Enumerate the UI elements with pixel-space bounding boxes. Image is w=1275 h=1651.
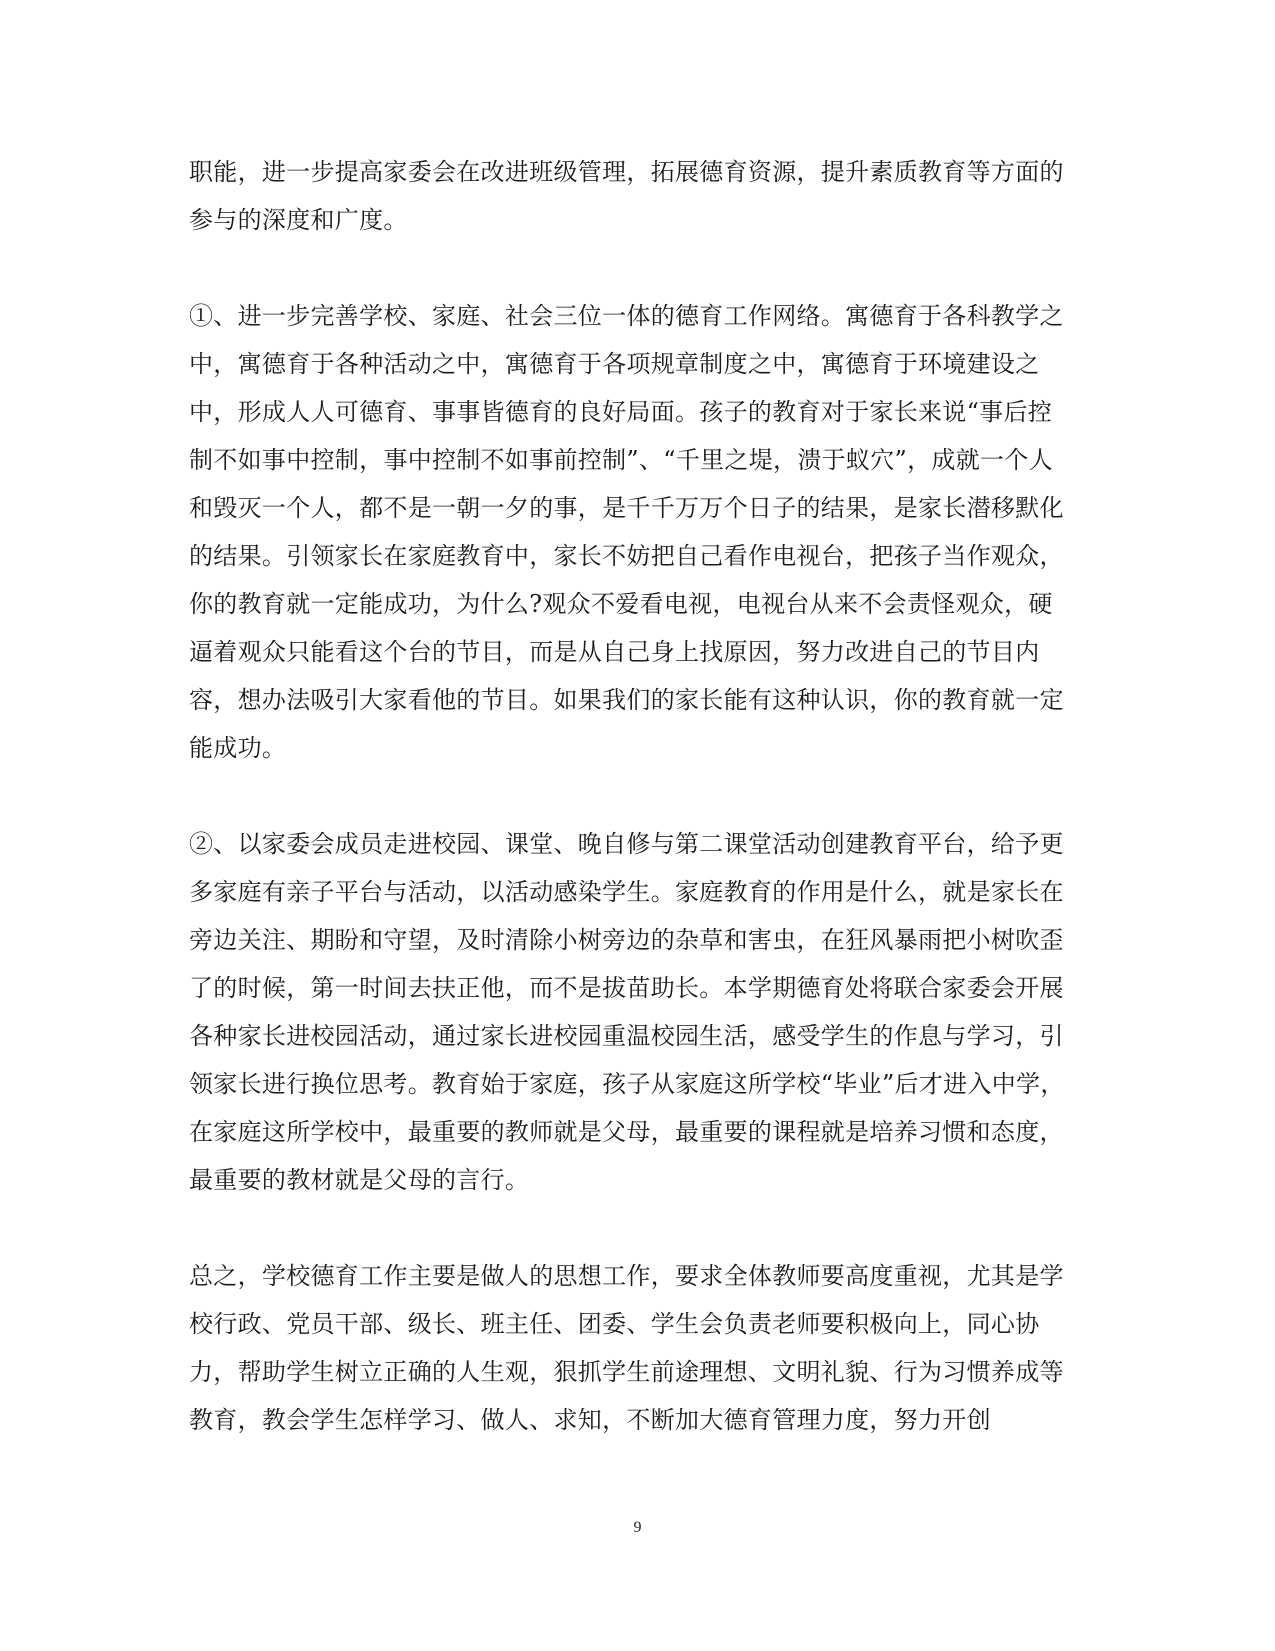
paragraph-2: ①、进一步完善学校、家庭、社会三位一体的德育工作网络。寓德育于各科教学之中，寓德育于各种活动之中，寓德育于各项规章制度之中，寓德育于环境建设之中，形成人人可德育、事事皆德育的良好局面。孩子的教育对于家长来说“事后控制不如事中控制，事中控制不如事前控制”、“千里之堤，溃于蚁穴”，成就一个人和毁灭一个人，都不是一朝一夕的事，是千千万万个日子的结果，是家长潜移默化的结果。引领家长在家庭教育中，家长不妨把自己看作电视台，把孩子当作观众，你的教育就一定能成功，为什么?观众不爱看电视，电视台从来不会责怪观众，硬逼着观众只能看这个台的节目，而是从自己身上找原因，努力改进自己的节目内容，想办法吸引大家看他的节目。如果我们的家长能有这种认识，你的教育就一定能成功。	[189, 302, 1064, 762]
paragraph-gap	[189, 1204, 1069, 1252]
paragraph-4: 总之，学校德育工作主要是做人的思想工作，要求全体教师要高度重视，尤其是学校行政、党员干部、级长、班主任、团委、学生会负责老师要积极向上，同心协力，帮助学生树立正确的人生观，狠抓学生前途理想、文明礼貌、行为习惯养成等教育，教会学生怎样学习、做人、求知，不断加大德育管理力度，努力开创	[189, 1262, 1064, 1434]
paragraph-gap	[189, 772, 1069, 820]
page-number: 9	[633, 1519, 642, 1536]
paragraph-3: ②、以家委会成员走进校园、课堂、晚自修与第二课堂活动创建教育平台，给予更多家庭有亲子平台与活动，以活动感染学生。家庭教育的作用是什么，就是家长在旁边关注、期盼和守望，及时清除小树旁边的杂草和害虫，在狂风暴雨把小树吹歪了的时候，第一时间去扶正他，而不是拔苗助长。本学期德育处将联合家委会开展各种家长进校园活动，通过家长进校园重温校园生活，感受学生的作息与学习，引领家长进行换位思考。教育始于家庭，孩子从家庭这所学校“毕业”后才进入中学，在家庭这所学校中，最重要的教师就是父母，最重要的课程就是培养习惯和态度，最重要的教材就是父母的言行。	[189, 830, 1065, 1194]
paragraph-1: 职能，进一步提高家委会在改进班级管理，拓展德育资源，提升素质教育等方面的参与的深度和广度。	[189, 158, 1064, 234]
document-body	[189, 148, 1069, 1444]
paragraph-gap	[189, 244, 1069, 292]
